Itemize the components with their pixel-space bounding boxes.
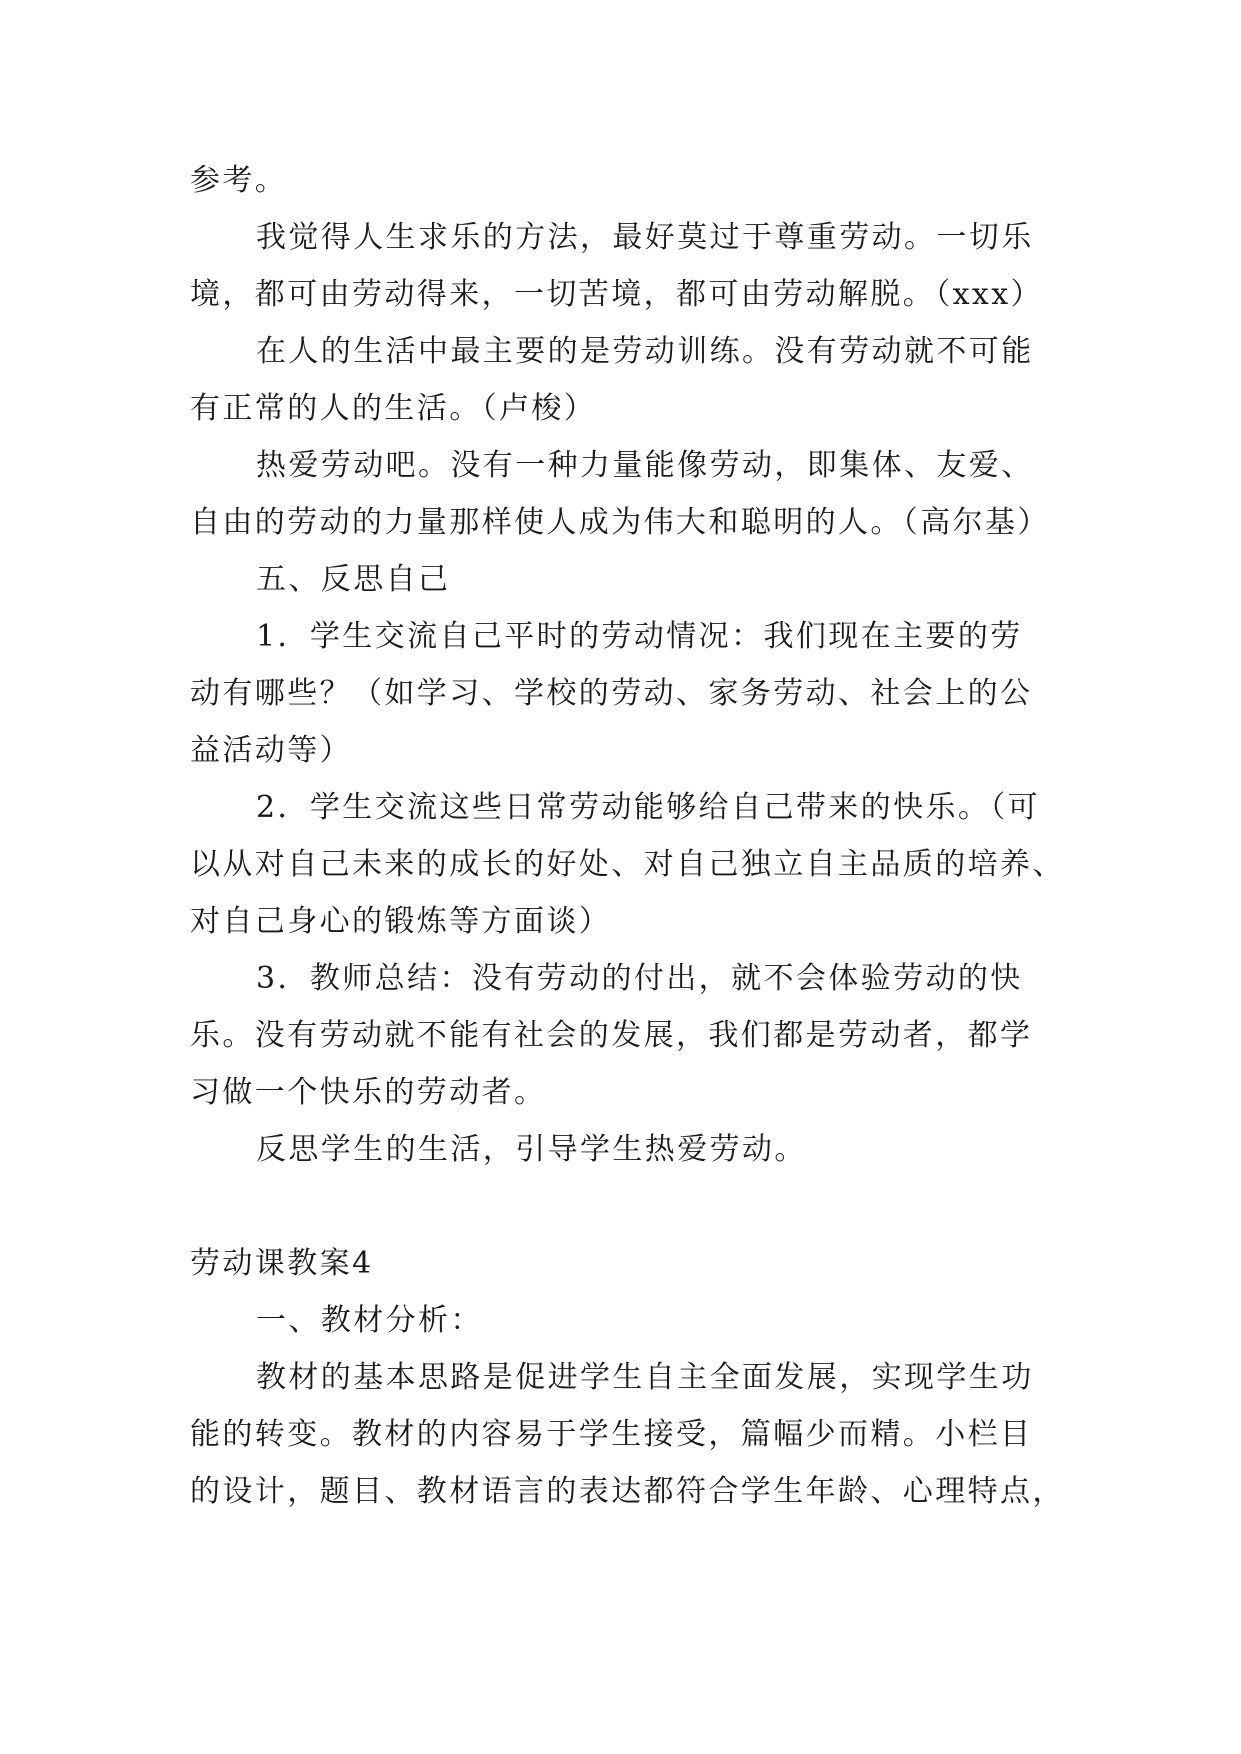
list-item: 2．学生交流这些日常劳动能够给自己带来的快乐。（可 [256, 790, 1041, 825]
paragraph-line: 我觉得人生求乐的方法，最好莫过于尊重劳动。一切乐 [256, 220, 1034, 255]
text-line: 能的转变。教材的内容易于学生接受，篇幅少而精。小栏目 [190, 1417, 1033, 1452]
paragraph-gap [190, 1178, 1060, 1235]
paragraph-line: 热爱劳动吧。没有一种力量能像劳动，即集体、友爱、 [256, 448, 1034, 483]
document-body [190, 152, 1065, 1520]
text-line: 习做一个快乐的劳动者。 [190, 1075, 547, 1110]
paragraph-line: 反思学生的生活，引导学生热爱劳动。 [256, 1132, 807, 1167]
document-title: 劳动课教案4 [190, 1246, 374, 1281]
text-line: 益活动等） [190, 733, 352, 768]
text-line: 乐。没有劳动就不能有社会的发展，我们都是劳动者，都学 [190, 1018, 1033, 1053]
section-heading: 一、教材分析： [256, 1303, 483, 1338]
text-line: 动有哪些？（如学习、学校的劳动、家务劳动、社会上的公 [190, 676, 1033, 711]
text-line: 自由的劳动的力量那样使人成为伟大和聪明的人。（高尔基） [190, 505, 1050, 540]
text-line: 参考。 [190, 163, 288, 198]
text-line: 境，都可由劳动得来，一切苦境，都可由劳动解脱。（xxx） [190, 277, 1043, 312]
paragraph-line: 在人的生活中最主要的是劳动训练。没有劳动就不可能 [256, 334, 1034, 369]
list-item: 1．学生交流自己平时的劳动情况：我们现在主要的劳 [256, 619, 1023, 654]
text-line: 的设计，题目、教材语言的表达都符合学生年龄、心理特点， [190, 1474, 1065, 1509]
paragraph-line: 教材的基本思路是促进学生自主全面发展，实现学生功 [256, 1360, 1034, 1395]
text-line: 以从对自己未来的成长的好处、对自己独立自主品质的培养、 [190, 847, 1065, 882]
text-line: 对自己身心的锻炼等方面谈） [190, 904, 612, 939]
text-line: 有正常的人的生活。（卢梭） [190, 391, 597, 426]
section-heading: 五、反思自己 [256, 562, 451, 597]
list-item: 3．教师总结：没有劳动的付出，就不会体验劳动的快 [256, 961, 1023, 996]
